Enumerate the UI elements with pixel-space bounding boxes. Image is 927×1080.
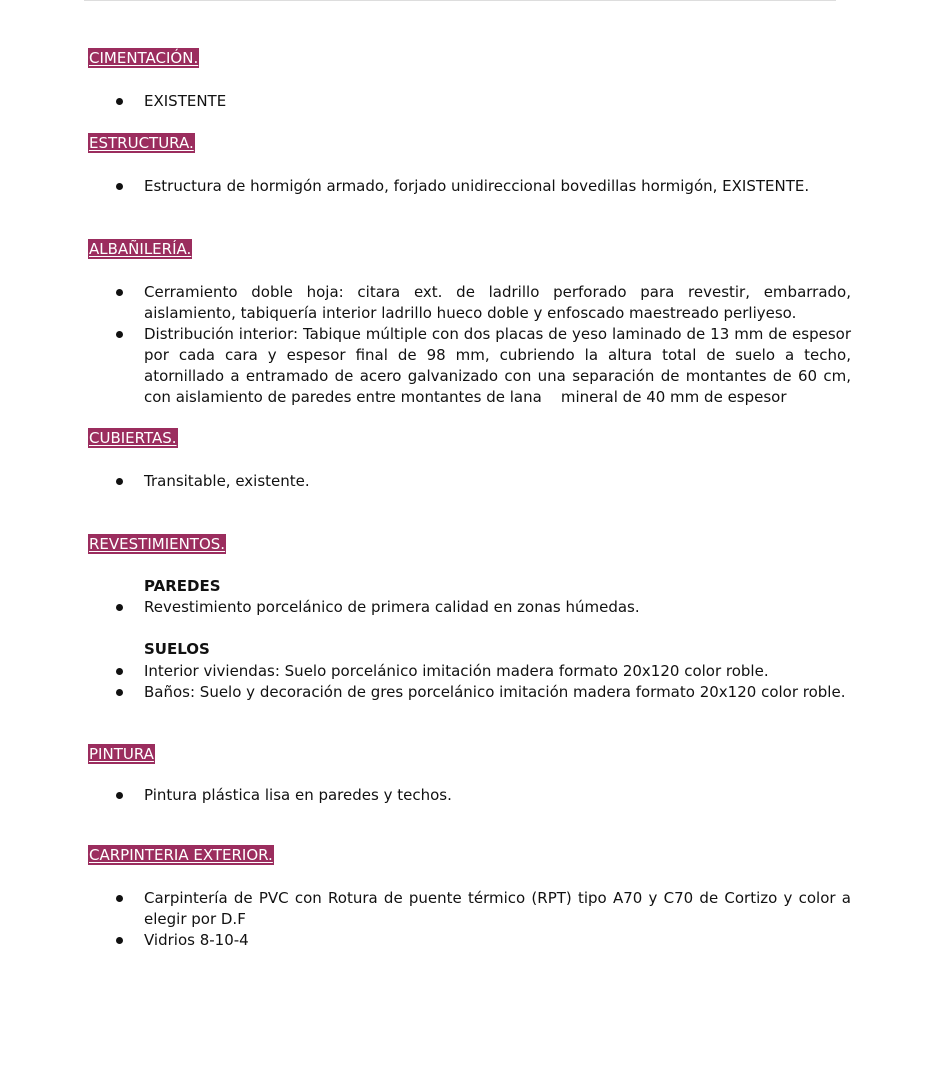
page-top-rule bbox=[84, 0, 836, 1]
list-pintura bbox=[116, 785, 851, 806]
heading-carpinteria: CARPINTERIA EXTERIOR. bbox=[89, 846, 273, 864]
item-text: Estructura de hormigón armado, forjado unidireccional bovedillas hormigón, EXISTENTE. bbox=[144, 177, 810, 195]
list-item bbox=[116, 176, 851, 197]
list-item bbox=[116, 930, 851, 951]
list-albanileria bbox=[116, 282, 856, 408]
bullet-icon bbox=[116, 937, 123, 944]
bullet-icon bbox=[116, 98, 123, 105]
item-text: Vidrios 8-10-4 bbox=[144, 931, 249, 949]
item-text: Revestimiento porcelánico de primera calidad en zonas húmedas. bbox=[144, 598, 640, 616]
list-item bbox=[116, 661, 851, 682]
item-text: Interior viviendas: Suelo porcelánico imitación madera formato 20x120 color roble. bbox=[144, 662, 769, 680]
list-item bbox=[116, 888, 851, 930]
bullet-icon bbox=[116, 331, 123, 338]
list-item bbox=[116, 471, 851, 492]
list-estructura bbox=[116, 176, 851, 197]
list-item bbox=[116, 282, 851, 324]
item-text: Cerramiento doble hoja: citara ext. de ladrillo perforado para revestir, embarrado, aislamiento, tabiquería interior ladrillo hueco doble y enfoscado maestreado perliyeso. bbox=[144, 283, 851, 322]
list-suelos bbox=[116, 661, 851, 703]
list-item bbox=[116, 682, 851, 703]
list-paredes bbox=[116, 597, 851, 618]
bullet-icon bbox=[116, 689, 123, 696]
subheading-suelos: SUELOS bbox=[144, 640, 210, 658]
bullet-icon bbox=[116, 183, 123, 190]
list-item bbox=[116, 91, 851, 112]
heading-albanileria: ALBAÑILERÍA. bbox=[89, 240, 192, 258]
heading-revestimientos: REVESTIMIENTOS. bbox=[89, 535, 226, 553]
list-item bbox=[116, 785, 851, 806]
bullet-icon bbox=[116, 792, 123, 799]
item-text: Baños: Suelo y decoración de gres porcelánico imitación madera formato 20x120 color roble. bbox=[144, 683, 846, 701]
bullet-icon bbox=[116, 668, 123, 675]
bullet-icon bbox=[116, 604, 123, 611]
bullet-icon bbox=[116, 289, 123, 296]
list-cubiertas bbox=[116, 471, 851, 492]
list-item bbox=[116, 597, 851, 618]
list-cimentacion bbox=[116, 91, 851, 112]
bullet-icon bbox=[116, 895, 123, 902]
list-item bbox=[116, 324, 856, 408]
subheading-paredes: PAREDES bbox=[144, 577, 221, 595]
list-carpinteria bbox=[116, 888, 851, 951]
item-text: Carpintería de PVC con Rotura de puente térmico (RPT) tipo A70 y C70 de Cortizo y color a elegir por D.F bbox=[144, 889, 851, 928]
item-text: Pintura plástica lisa en paredes y techos. bbox=[144, 786, 452, 804]
heading-cimentacion: CIMENTACIÓN. bbox=[89, 49, 199, 67]
item-text: EXISTENTE bbox=[144, 92, 227, 110]
item-text: Distribución interior: Tabique múltiple con dos placas de yeso laminado de 13 mm de espesor por cada cara y espesor final de 98 mm, cubriendo la altura total de suelo a techo, atornillado a entramado de acero galvanizado con una separación de montantes de 60 cm, con aislamiento de paredes entre montantes de lana mineral de 40 mm de espesor bbox=[144, 325, 856, 406]
heading-cubiertas: CUBIERTAS. bbox=[89, 429, 177, 447]
heading-estructura: ESTRUCTURA. bbox=[89, 134, 194, 152]
bullet-icon bbox=[116, 478, 123, 485]
heading-pintura: PINTURA bbox=[89, 745, 154, 763]
item-text: Transitable, existente. bbox=[144, 472, 310, 490]
